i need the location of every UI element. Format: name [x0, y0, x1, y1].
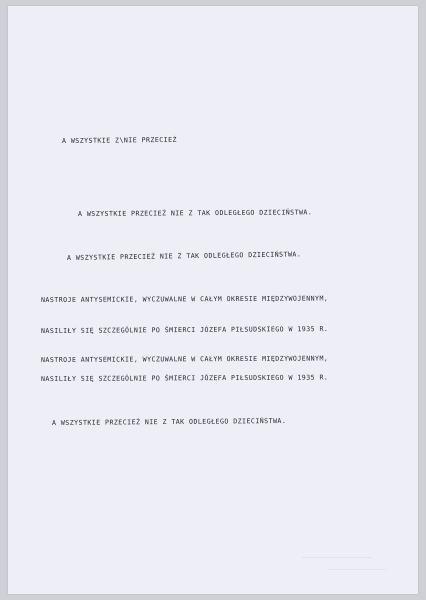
- paper-sheet: [8, 6, 418, 594]
- faint-pencil-marks: [298, 551, 398, 581]
- handwritten-line-6: NASTROJE ANTYSEMICKIE, WYCZUWALNE W CAŁYM OKRESIE MIĘDZYWOJENNYM,: [40, 354, 329, 364]
- handwritten-line-4: NASTROJE ANTYSEMICKIE, WYCZUWALNE W CAŁYM OKRESIE MIĘDZYWOJENNYM,: [40, 294, 329, 304]
- handwritten-line-5: NASILIŁY SIĘ SZCZEGÓLNIE PO ŚMIERCI JÓZEFA PIŁSUDSKIEGO W 1935 R.: [40, 324, 329, 335]
- handwritten-line-2: A WSZYSTKIE PRZECIEŻ NIE Z TAK ODLEGŁEGO DZIECIŃSTWA.: [77, 208, 313, 218]
- handwritten-line-3: A WSZYSTKIE PRZECIEŻ NIE Z TAK ODLEGŁEGO DZIECIŃSTWA.: [66, 250, 302, 262]
- handwritten-line-8: A WSZYSTKIE PRZECIEŻ NIE Z TAK ODLEGŁEGO DZIECIŃSTWA.: [51, 416, 287, 427]
- handwritten-line-7: NASILIŁY SIĘ SZCZEGÓLNIE PO ŚMIERCI JÓZEFA PIŁSUDSKIEGO W 1935 R.: [40, 373, 329, 383]
- handwritten-line-1: A WSZYSTKIE Z\NIE PRZECIEŻ: [61, 135, 177, 145]
